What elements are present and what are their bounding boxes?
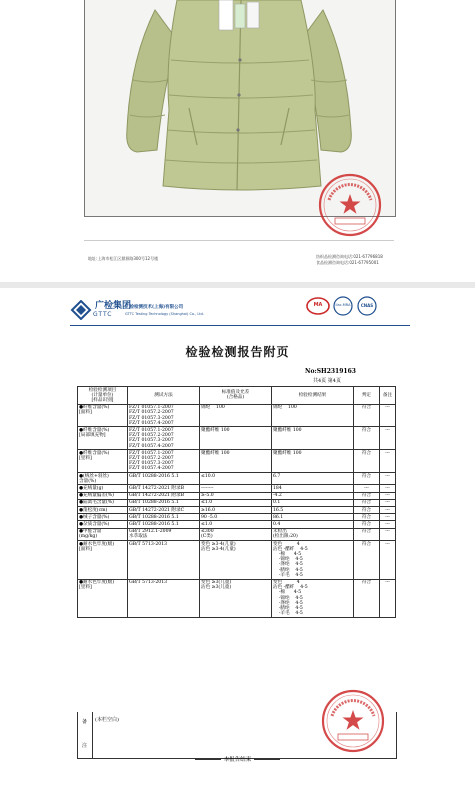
table-cell: GB/T 5713-2013: [128, 579, 200, 617]
table-row: [78, 528, 396, 540]
table-cell: ---: [380, 485, 396, 492]
results-table: [77, 386, 396, 618]
table-cell: GB/T 14272-2021 附录B: [128, 485, 200, 492]
table-cell: 符合: [354, 427, 380, 450]
table-cell: ≤300 (C类): [200, 528, 272, 540]
logo-subtitle: GTTC: [93, 311, 113, 318]
table-cell: ●蓬松度(cm): [78, 507, 128, 514]
table-cell: ●耐水色牢度(级) [面料]: [78, 541, 128, 579]
report-page-photo: [0, 0, 475, 282]
table-header-cell: 检验检测项目 (计量单位) [样品识别]: [78, 387, 128, 405]
table-cell: 符合: [354, 579, 380, 617]
report-end: 本报告结束: [0, 755, 475, 763]
table-cell: GB/T 5713-2013: [128, 541, 200, 579]
table-cell: 聚酯纤维 100: [272, 427, 354, 450]
table-cell: ●陆禽毛含量(%): [78, 499, 128, 506]
table-header-cell: 判定: [354, 387, 380, 405]
table-cell: ●纤维含量(%) [面料]: [78, 404, 128, 427]
table-header-row: [78, 387, 396, 405]
table-cell: ---: [380, 521, 396, 528]
cert-cnas-badge: [356, 296, 378, 318]
table-cell: --------: [200, 485, 272, 492]
table-cell: 锦纶 100: [272, 404, 354, 427]
cert-ilac-label: ilac-MRA: [335, 303, 351, 307]
footer-contact-food: 食品检测咨询电话:021-67795001: [316, 260, 379, 265]
table-cell: FZ/T 01057.1-2007 FZ/T 01057.2-2007 FZ/T 01057.3-2007 FZ/T 01057.4-2007: [128, 404, 200, 427]
table-cell: 符合: [354, 450, 380, 473]
table-cell: ---: [380, 492, 396, 499]
footer-contacts: [316, 254, 383, 266]
notes-label-char-1: 备: [82, 719, 88, 725]
table-cell: ≤10.0: [200, 473, 272, 485]
cert-ilac-badge: [333, 296, 353, 318]
table-cell: ●纤维含量(%) [局部填充物]: [78, 427, 128, 450]
table-cell: 16.5: [272, 507, 354, 514]
footer-address: 地址:上海市松江区鼎源路300号12号楼: [88, 256, 159, 261]
report-title: 检验检测报告附页: [185, 345, 290, 359]
table-cell: ---: [380, 541, 396, 579]
table-row: [78, 404, 396, 427]
table-cell: 符合: [354, 541, 380, 579]
company-name-en: GTTC Testing Technology (Shanghai) Co., Ltd.: [125, 312, 205, 316]
cert-ma-badge: [306, 296, 330, 318]
footer-contact-textile: 纺织品检测咨询电话:021-67796818: [316, 254, 383, 259]
table-row: [78, 473, 396, 485]
table-cell: 未检出 (检出限:20): [272, 528, 354, 540]
table-cell: ---: [380, 528, 396, 540]
table-cell: 变色 4 沾色 -醋纤 4-5 -棉 4-5 -锦纶 4-5 -涤纶 4-5 -腈纶 4-5 -羊毛 4-5: [272, 579, 354, 617]
table-header-cell: 测试方法: [128, 387, 200, 405]
table-cell: ---: [380, 427, 396, 450]
table-row: [78, 507, 396, 514]
table-cell: 聚酯纤维 100: [272, 450, 354, 473]
table-row: [78, 450, 396, 473]
table-header-cell: 检验检测结果: [272, 387, 354, 405]
table-cell: 0.4: [272, 521, 354, 528]
table-cell: -4.2: [272, 492, 354, 499]
report-page-count: 共4页 第4页: [313, 378, 341, 384]
table-cell: GB/T 14272-2021 附录B: [128, 492, 200, 499]
table-cell: FZ/T 01057.1-2007 FZ/T 01057.2-2007 FZ/T 01057.3-2007 FZ/T 01057.4-2007: [128, 450, 200, 473]
table-cell: 符合: [354, 499, 380, 506]
table-cell: ≥16.0: [200, 507, 272, 514]
logo-title: 广检集团: [95, 301, 132, 311]
table-cell: ●充绒量(g): [78, 485, 128, 492]
table-cell: ●(绒丝+羽丝) 含量(%): [78, 473, 128, 485]
table-cell: ---: [380, 579, 396, 617]
table-cell: 符合: [354, 521, 380, 528]
table-cell: GB/T 10288-2016 5.1: [128, 514, 200, 521]
table-cell: ●杂质含量(%): [78, 521, 128, 528]
table-row: [78, 521, 396, 528]
table-cell: ---: [380, 507, 396, 514]
table-cell: GB/T 10288-2016 5.1: [128, 499, 200, 506]
table-cell: 聚酯纤维 100: [200, 427, 272, 450]
table-cell: 符合: [354, 473, 380, 485]
table-cell: 6.7: [272, 473, 354, 485]
company-name: [125, 304, 204, 318]
table-cell: 锦纶 100: [200, 404, 272, 427]
table-cell: 符合: [354, 514, 380, 521]
table-cell: 90 -5.0: [200, 514, 272, 521]
table-row: [78, 541, 396, 579]
red-seal-icon: [317, 172, 383, 238]
company-name-cn: 广检检测技术(上海)有限公司: [125, 305, 184, 310]
table-row: [78, 492, 396, 499]
table-cell: ---: [380, 473, 396, 485]
table-row: [78, 427, 396, 450]
table-cell: GB/T 10288-2016 5.1: [128, 521, 200, 528]
table-cell: ---: [380, 499, 396, 506]
table-row: [78, 485, 396, 492]
table-cell: 符合: [354, 528, 380, 540]
table-cell: ---: [380, 514, 396, 521]
table-cell: GB/T 2912.1-2009 水萃取法: [128, 528, 200, 540]
table-cell: 0.1: [272, 499, 354, 506]
table-cell: ●耐水色牢度(级) [里料]: [78, 579, 128, 617]
table-row: [78, 579, 396, 617]
table-cell: 符合: [354, 507, 380, 514]
table-cell: 86.1: [272, 514, 354, 521]
table-cell: ---: [380, 450, 396, 473]
table-cell: 184: [272, 485, 354, 492]
table-cell: 符合: [354, 492, 380, 499]
table-cell: 符合: [354, 404, 380, 427]
table-cell: ●充绒量偏差(%): [78, 492, 128, 499]
notes-label-char-2: 注: [82, 743, 88, 749]
table-cell: 变色 4 沾色 -醋纤 4-5 -棉 4-5 -锦纶 4-5 -涤纶 4-5 -腈纶 4-5 -羊毛 4-5: [272, 541, 354, 579]
table-header-cell: 备注: [380, 387, 396, 405]
table-row: [78, 514, 396, 521]
table-cell: 变色 ≥3(儿童) 沾色 ≥3(儿童): [200, 579, 272, 617]
notes-text: (本栏空白): [95, 717, 119, 723]
table-cell: 聚酯纤维 100: [200, 450, 272, 473]
table-cell: ≤1.0: [200, 521, 272, 528]
table-cell: ≤1.0: [200, 499, 272, 506]
table-cell: FZ/T 01057.1-2007 FZ/T 01057.2-2007 FZ/T 01057.3-2007 FZ/T 01057.4-2007: [128, 427, 200, 450]
header-rule: [70, 325, 410, 326]
notes-label: [78, 712, 93, 758]
table-cell: ≥-5.0: [200, 492, 272, 499]
footer-rule: [84, 240, 394, 241]
table-cell: 变色 ≥3-4(儿童) 沾色 ≥3-4(儿童): [200, 541, 272, 579]
table-cell: ●纤维含量(%) [里料]: [78, 450, 128, 473]
table-row: [78, 499, 396, 506]
table-cell: ---: [380, 404, 396, 427]
table-cell: GB/T 14272-2021 附录C: [128, 507, 200, 514]
gttc-logo-icon: [70, 300, 92, 320]
cert-ma-label: MA: [313, 302, 323, 308]
report-page-appendix: [0, 288, 475, 800]
table-cell: GB/T 10288-2016 5.1: [128, 473, 200, 485]
table-cell: ---: [354, 485, 380, 492]
table-cell: ●甲醛含量 (mg/kg): [78, 528, 128, 540]
table-header-cell: 标准值及允差 (合格品): [200, 387, 272, 405]
table-cell: ●绒子含量(%): [78, 514, 128, 521]
report-number: No:SH2319163: [305, 368, 356, 375]
cert-cnas-label: CNAS: [360, 303, 374, 308]
red-seal-icon-2: [320, 688, 386, 754]
